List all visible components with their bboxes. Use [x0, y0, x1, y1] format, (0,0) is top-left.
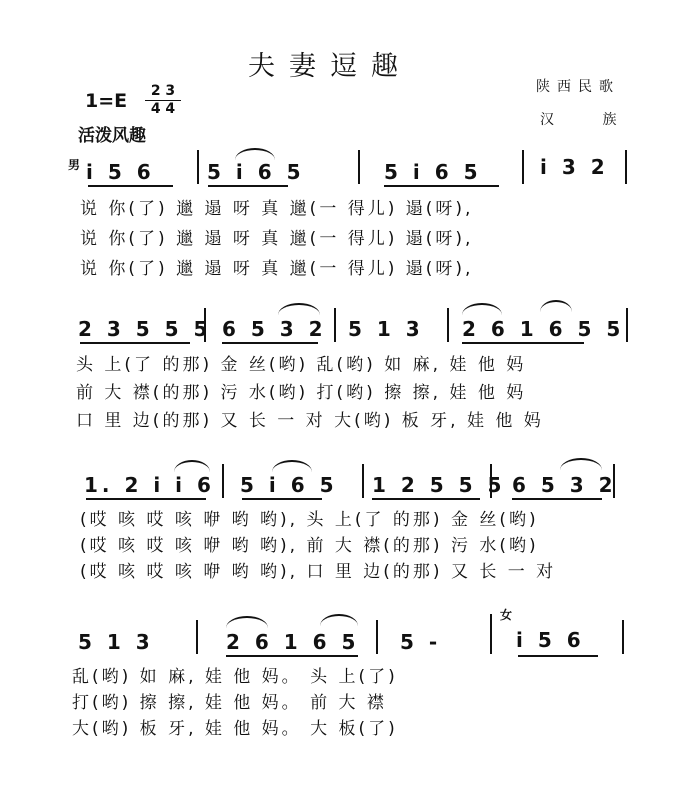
barline — [362, 464, 364, 498]
measure-6-notes: 6 5 3 2 — [222, 317, 327, 341]
measure-15-notes: 5 - — [400, 630, 442, 654]
lyric-verse-1: (哎 咳 哎 咳 咿 哟 哟), 头 上(了 的那) 金 丝(哟) — [80, 510, 539, 530]
measure-12-notes: 6 5 3 2 — [512, 473, 617, 497]
barline — [204, 308, 206, 342]
beam-underline — [88, 185, 173, 187]
measure-16-notes: i 5 6 — [516, 628, 585, 652]
measure-7-notes: 5 1 3 — [348, 317, 424, 341]
barline — [358, 150, 360, 184]
lyric-verse-1: 乱(哟) 如 麻, 娃 他 妈。 头 上(了) — [72, 667, 398, 687]
slur — [540, 300, 572, 312]
measure-1-notes: i 5 6 — [86, 160, 155, 184]
barline — [447, 308, 449, 342]
beam-underline — [222, 342, 318, 344]
tempo-marking: 活泼风趣 — [78, 126, 146, 146]
slur — [226, 616, 268, 628]
barline — [376, 620, 378, 654]
role-male-marker: 男 — [68, 158, 81, 172]
slur — [320, 614, 358, 626]
lyric-verse-3: 大(哟) 板 牙, 娃 他 妈。 大 板(了) — [72, 719, 398, 739]
barline — [490, 464, 492, 498]
barline — [522, 150, 524, 184]
barline — [613, 464, 615, 498]
beam-underline — [512, 498, 602, 500]
barline — [490, 614, 492, 654]
barline — [197, 150, 199, 184]
slur — [272, 460, 312, 472]
measure-4-notes: i 3 2 — [540, 155, 609, 179]
lyric-verse-3: 口 里 边(的那) 又 长 一 对 大(哟) 板 牙, 娃 他 妈 — [76, 411, 544, 431]
lyric-verse-2: 打(哟) 擦 擦, 娃 他 妈。 前 大 襟 — [72, 693, 387, 713]
measure-3-notes: 5 i 6 5 — [384, 160, 482, 184]
measure-11-notes: 1 2 5 5 5 — [372, 473, 506, 497]
lyric-verse-1: 头 上(了 的那) 金 丝(哟) 乱(哟) 如 麻, 娃 他 妈 — [76, 355, 527, 375]
time-signature-numerator: 2 3 — [150, 83, 176, 99]
measure-2-notes: 5 i 6 5 — [207, 160, 305, 184]
lyric-verse-2: 前 大 襟(的那) 污 水(哟) 打(哟) 擦 擦, 娃 他 妈 — [76, 383, 527, 403]
barline — [625, 150, 627, 184]
lyric-verse-1: 说 你(了) 邋 遢 呀 真 邋(一 得儿) 遢(呀), — [80, 199, 474, 219]
beam-underline — [208, 185, 288, 187]
beam-underline — [384, 185, 499, 187]
song-origin: 陕西民歌 — [536, 79, 620, 95]
lyric-verse-2: (哎 咳 哎 咳 咿 哟 哟), 前 大 襟(的那) 污 水(哟) — [80, 536, 539, 556]
beam-underline — [462, 342, 584, 344]
time-signature — [145, 84, 181, 117]
measure-13-notes: 5 1 3 — [78, 630, 154, 654]
slur — [462, 303, 502, 315]
barline — [222, 464, 224, 498]
barline — [196, 620, 198, 654]
beam-underline — [372, 498, 480, 500]
slur — [235, 148, 275, 160]
barline — [626, 308, 628, 342]
beam-underline — [242, 498, 322, 500]
barline — [622, 620, 624, 654]
measure-10-notes: 5 i 6 5 — [240, 473, 338, 497]
beam-underline — [518, 655, 598, 657]
slur — [174, 460, 210, 472]
lyric-verse-3: 说 你(了) 邋 遢 呀 真 邋(一 得儿) 遢(呀), — [80, 259, 474, 279]
lyric-verse-2: 说 你(了) 邋 遢 呀 真 邋(一 得儿) 遢(呀), — [80, 229, 474, 249]
measure-14-notes: 2 6 1 6 5 — [226, 630, 360, 654]
slur — [278, 303, 320, 315]
beam-underline — [80, 342, 190, 344]
time-signature-denominator: 4 4 — [150, 101, 176, 117]
slur — [560, 458, 602, 470]
measure-8-notes: 2 6 1 6 5 5 — [462, 317, 625, 341]
measure-9-notes: 1. 2 i i 6 — [84, 473, 215, 497]
key-signature: 1=E — [85, 90, 128, 112]
role-female-marker: 女 — [500, 608, 513, 622]
ethnicity-label: 汉 族 — [540, 112, 639, 128]
beam-underline — [86, 498, 206, 500]
lyric-verse-3: (哎 咳 哎 咳 咿 哟 哟), 口 里 边(的那) 又 长 一 对 — [80, 562, 557, 582]
song-title: 夫妻逗趣 — [248, 51, 412, 82]
barline — [334, 308, 336, 342]
measure-5-notes: 2 3 5 5 5 — [78, 317, 212, 341]
beam-underline — [226, 655, 358, 657]
